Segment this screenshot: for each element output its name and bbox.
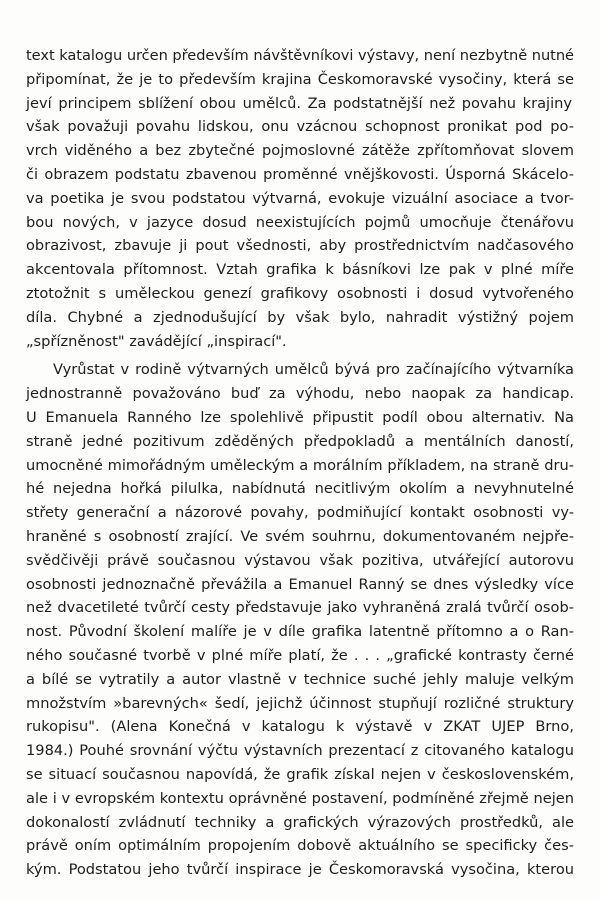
text-line: „spřízněnost" zavádějící „inspirací".: [26, 332, 287, 350]
text-line: a bílé se vytratily a autor vlastně v technice suché jehly maluje velkým: [26, 670, 574, 688]
text-line: nost. Původní školení malíře je v díle grafika latentně přítomno a o Ran-: [26, 623, 574, 641]
text-line: akcentovala přítomnost. Vztah grafika k básníkovi lze pak v plné míře: [26, 261, 574, 279]
text-line: straně jedné pozitivum zděděných předpokladů a mentálních daností,: [26, 432, 574, 450]
text-line: hé nejedna hořká pilulka, nabídnutá necitlivým okolím a nevyhnutelné: [26, 480, 574, 498]
paragraph: [26, 44, 574, 353]
text-line: než dvacetileté tvůrčí cesty představuje jako vyhraněná zralá tvůrčí osob-: [26, 599, 574, 617]
text-line: bou nových, v jazyce dosud neexistujících pojmů umocňuje čtenářovu: [26, 213, 574, 231]
text-line: střety generační a názorové povahy, podmiňující kontakt osobnosti vy-: [26, 504, 574, 522]
text-line: ného současné tvorbě v plné míře platí, že . . . „grafické kontrasty černé: [26, 646, 574, 664]
text-line: U Emanuela Ranného lze spolehlivě připustit podíl obou alternativ. Na: [26, 408, 574, 426]
text-line: však považuji povahu lidskou, onu vzácnou schopnost pronikat pod po-: [26, 118, 574, 136]
text-line: umocněné mimořádným uměleckým a morálním příkladem, na straně dru-: [26, 456, 574, 474]
body-text: [26, 44, 574, 882]
text-line: vrch viděného a bez zbytečné pojmoslovné zátěže zpřítomňovat slovem: [26, 142, 574, 160]
text-line: díla. Chybné a zjednodušující by však bylo, nahradit výstižný pojem: [26, 308, 574, 326]
text-line: jednostranně považováno buď za výhodu, nebo naopak za handicap.: [26, 385, 574, 403]
text-line: jeví principem sblížení obou umělců. Za podstatnější než povahu krajiny: [26, 94, 573, 112]
text-line: právě oním optimálním propojením dobově aktuálního se specificky čes-: [26, 837, 574, 855]
text-line: kým. Podstatou jeho tvůrčí inspirace je Českomoravská vysočina, kterou: [26, 861, 574, 879]
text-line: Vyrůstat v rodině výtvarných umělců bývá pro začínajícího výtvarníka: [53, 361, 574, 379]
text-line: hraněné s osobností zrající. Ve svém souhrnu, dokumentovaném nejpře-: [26, 527, 574, 545]
text-line: text katalogu určen především návštěvníkovi výstavy, není nezbytně nutné: [26, 47, 574, 64]
text-line: 1984.) Pouhé srovnání výčtu výstavních prezentací z citovaného katalogu: [26, 742, 574, 760]
text-line: obrazivost, zbavuje ji pout všednosti, aby prostřednictvím nadčasového: [26, 237, 574, 255]
paragraph: [26, 358, 574, 882]
text-line: dokonalostí zvládnutí techniky a grafických výrazových prostředků, ale: [26, 813, 574, 831]
text-line: množstvím »barevných« šedí, jejichž účinnost stupňují rozličné struktury: [26, 694, 574, 712]
text-line: připomínat, že je to především krajina Českomoravské vysočiny, která se: [26, 70, 574, 88]
text-line: svědčivěji právě současnou výstavou však pozitiva, utvářející autorovu: [26, 551, 574, 569]
text-line: ztotožnit s uměleckou genezí grafikovy osobnosti i dosud vytvořeného: [26, 284, 574, 302]
text-line: ale i v evropském kontextu oprávněné postavení, podmíněné zřejmě nejen: [26, 789, 574, 807]
text-line: rukopisu". (Alena Konečná v katalogu k výstavě v ZKAT UJEP Brno,: [26, 718, 574, 736]
text-line: se situací současnou napovídá, že grafik získal nejen v československém,: [26, 765, 574, 783]
text-line: či obrazem podstatu zbavenou proměnné vnějškovosti. Úsporná Skácelo-: [26, 165, 574, 183]
text-line: va poetika je svou podstatou výtvarná, evokuje vizuální asociace a tvor-: [26, 189, 574, 207]
text-line: osobnosti jednoznačně převážila a Emanuel Ranný se dnes výsledky více: [26, 575, 574, 593]
